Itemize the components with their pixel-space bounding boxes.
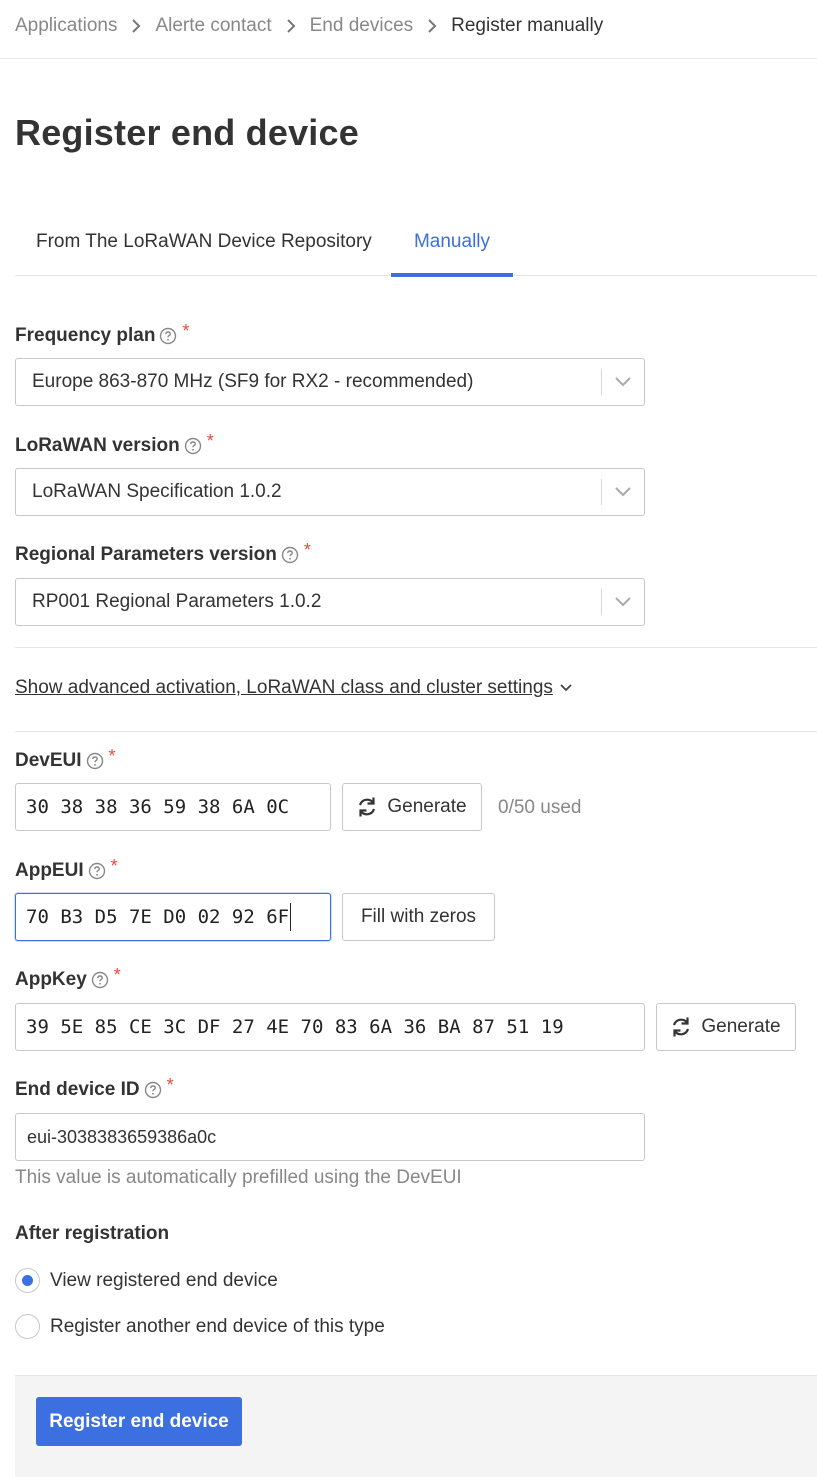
radio-view-registered-label: View registered end device bbox=[50, 1269, 278, 1291]
tab-manually[interactable] bbox=[391, 222, 513, 276]
required-asterisk: * bbox=[110, 855, 118, 876]
required-asterisk: * bbox=[182, 320, 190, 341]
help-circle-icon[interactable] bbox=[86, 752, 104, 770]
radio-register-another[interactable] bbox=[15, 1314, 385, 1339]
advanced-settings-link[interactable] bbox=[15, 677, 573, 699]
deveui-value: 30 38 38 36 59 38 6A 0C bbox=[26, 796, 290, 818]
refresh-icon bbox=[671, 1016, 691, 1038]
required-asterisk: * bbox=[108, 745, 116, 766]
appkey-value: 39 5E 85 CE 3C DF 27 4E 70 83 6A 36 BA 87 51 19 bbox=[26, 1016, 564, 1038]
lorawan-version-value: LoRaWAN Specification 1.0.2 bbox=[32, 481, 282, 502]
appeui-value: 70 B3 D5 7E D0 02 92 6F bbox=[26, 906, 290, 928]
fill-with-zeros-button[interactable] bbox=[342, 893, 495, 941]
breadcrumb-end-devices[interactable]: End devices bbox=[309, 15, 414, 36]
page-title: Register end device bbox=[15, 112, 359, 153]
help-circle-icon[interactable] bbox=[159, 327, 177, 345]
tab-device-repository[interactable]: From The LoRaWAN Device Repository bbox=[36, 231, 372, 252]
fill-with-zeros-label: Fill with zeros bbox=[360, 906, 477, 927]
lorawan-version-label-text: LoRaWAN version bbox=[15, 435, 180, 456]
end-device-id-label-text: End device ID bbox=[15, 1079, 140, 1100]
help-circle-icon[interactable] bbox=[88, 862, 106, 880]
radio-view-registered[interactable] bbox=[15, 1268, 278, 1293]
breadcrumb-applications[interactable]: Applications bbox=[15, 15, 118, 36]
regional-params-value: RP001 Regional Parameters 1.0.2 bbox=[32, 591, 322, 612]
required-asterisk: * bbox=[166, 1074, 174, 1095]
active-tab-indicator bbox=[391, 273, 513, 277]
chevron-down-icon bbox=[559, 683, 573, 693]
appkey-generate-button[interactable] bbox=[656, 1003, 796, 1051]
tab-manually-label: Manually bbox=[413, 231, 491, 252]
advanced-settings-label: Show advanced activation, LoRaWAN class and cluster settings bbox=[15, 677, 553, 698]
required-asterisk: * bbox=[206, 430, 214, 451]
help-circle-icon[interactable] bbox=[184, 437, 202, 455]
register-end-device-button[interactable]: Register end device bbox=[36, 1397, 242, 1446]
end-device-id-hint: This value is automatically prefilled using the DevEUI bbox=[15, 1167, 462, 1188]
refresh-icon bbox=[357, 796, 377, 818]
frequency-plan-label-text: Frequency plan bbox=[15, 325, 156, 346]
header-divider bbox=[0, 58, 817, 59]
help-circle-icon[interactable] bbox=[281, 546, 299, 564]
chevron-right-icon bbox=[427, 19, 437, 33]
generate-label: Generate bbox=[701, 1016, 781, 1037]
breadcrumb-current: Register manually bbox=[451, 15, 604, 36]
regional-params-select[interactable] bbox=[15, 578, 645, 626]
chevron-down-icon[interactable] bbox=[602, 486, 644, 498]
deveui-generate-button[interactable] bbox=[342, 783, 482, 831]
help-circle-icon[interactable] bbox=[144, 1081, 162, 1099]
end-device-id-input[interactable] bbox=[15, 1113, 645, 1161]
required-asterisk: * bbox=[113, 964, 121, 985]
end-device-id-label bbox=[15, 1074, 174, 1102]
help-circle-icon[interactable] bbox=[91, 971, 109, 989]
end-device-id-value: eui-3038383659386a0c bbox=[27, 1126, 217, 1147]
appkey-label-text: AppKey bbox=[15, 969, 87, 990]
breadcrumb-application[interactable]: Alerte contact bbox=[155, 15, 272, 36]
appeui-input[interactable] bbox=[15, 893, 331, 941]
after-registration-label: After registration bbox=[15, 1223, 170, 1244]
radio-button-selected[interactable] bbox=[15, 1268, 40, 1293]
deveui-label-text: DevEUI bbox=[15, 750, 82, 771]
appkey-label bbox=[15, 964, 121, 992]
lorawan-version-select[interactable] bbox=[15, 468, 645, 516]
frequency-plan-select[interactable] bbox=[15, 358, 645, 406]
regional-params-label bbox=[15, 539, 311, 567]
radio-button[interactable] bbox=[15, 1314, 40, 1339]
appeui-label bbox=[15, 855, 118, 883]
frequency-plan-value: Europe 863-870 MHz (SF9 for RX2 - recommended) bbox=[32, 371, 474, 392]
breadcrumb bbox=[15, 14, 603, 38]
chevron-down-icon[interactable] bbox=[602, 376, 644, 388]
radio-dot bbox=[22, 1275, 33, 1286]
text-caret bbox=[290, 903, 291, 931]
required-asterisk: * bbox=[303, 539, 311, 560]
regional-params-label-text: Regional Parameters version bbox=[15, 544, 277, 565]
deveui-label bbox=[15, 745, 116, 773]
frequency-plan-label bbox=[15, 320, 190, 348]
appeui-label-text: AppEUI bbox=[15, 860, 84, 881]
chevron-right-icon bbox=[286, 19, 296, 33]
appkey-input[interactable] bbox=[15, 1003, 645, 1051]
lorawan-version-label bbox=[15, 430, 214, 458]
chevron-right-icon bbox=[131, 19, 141, 33]
section-divider bbox=[15, 647, 817, 648]
tab-bar bbox=[15, 222, 817, 276]
generate-label: Generate bbox=[387, 796, 467, 817]
chevron-down-icon[interactable] bbox=[602, 596, 644, 608]
section-divider bbox=[15, 731, 817, 732]
radio-register-another-label: Register another end device of this type bbox=[50, 1315, 385, 1337]
deveui-usage: 0/50 used bbox=[498, 797, 582, 818]
deveui-input[interactable] bbox=[15, 783, 331, 831]
